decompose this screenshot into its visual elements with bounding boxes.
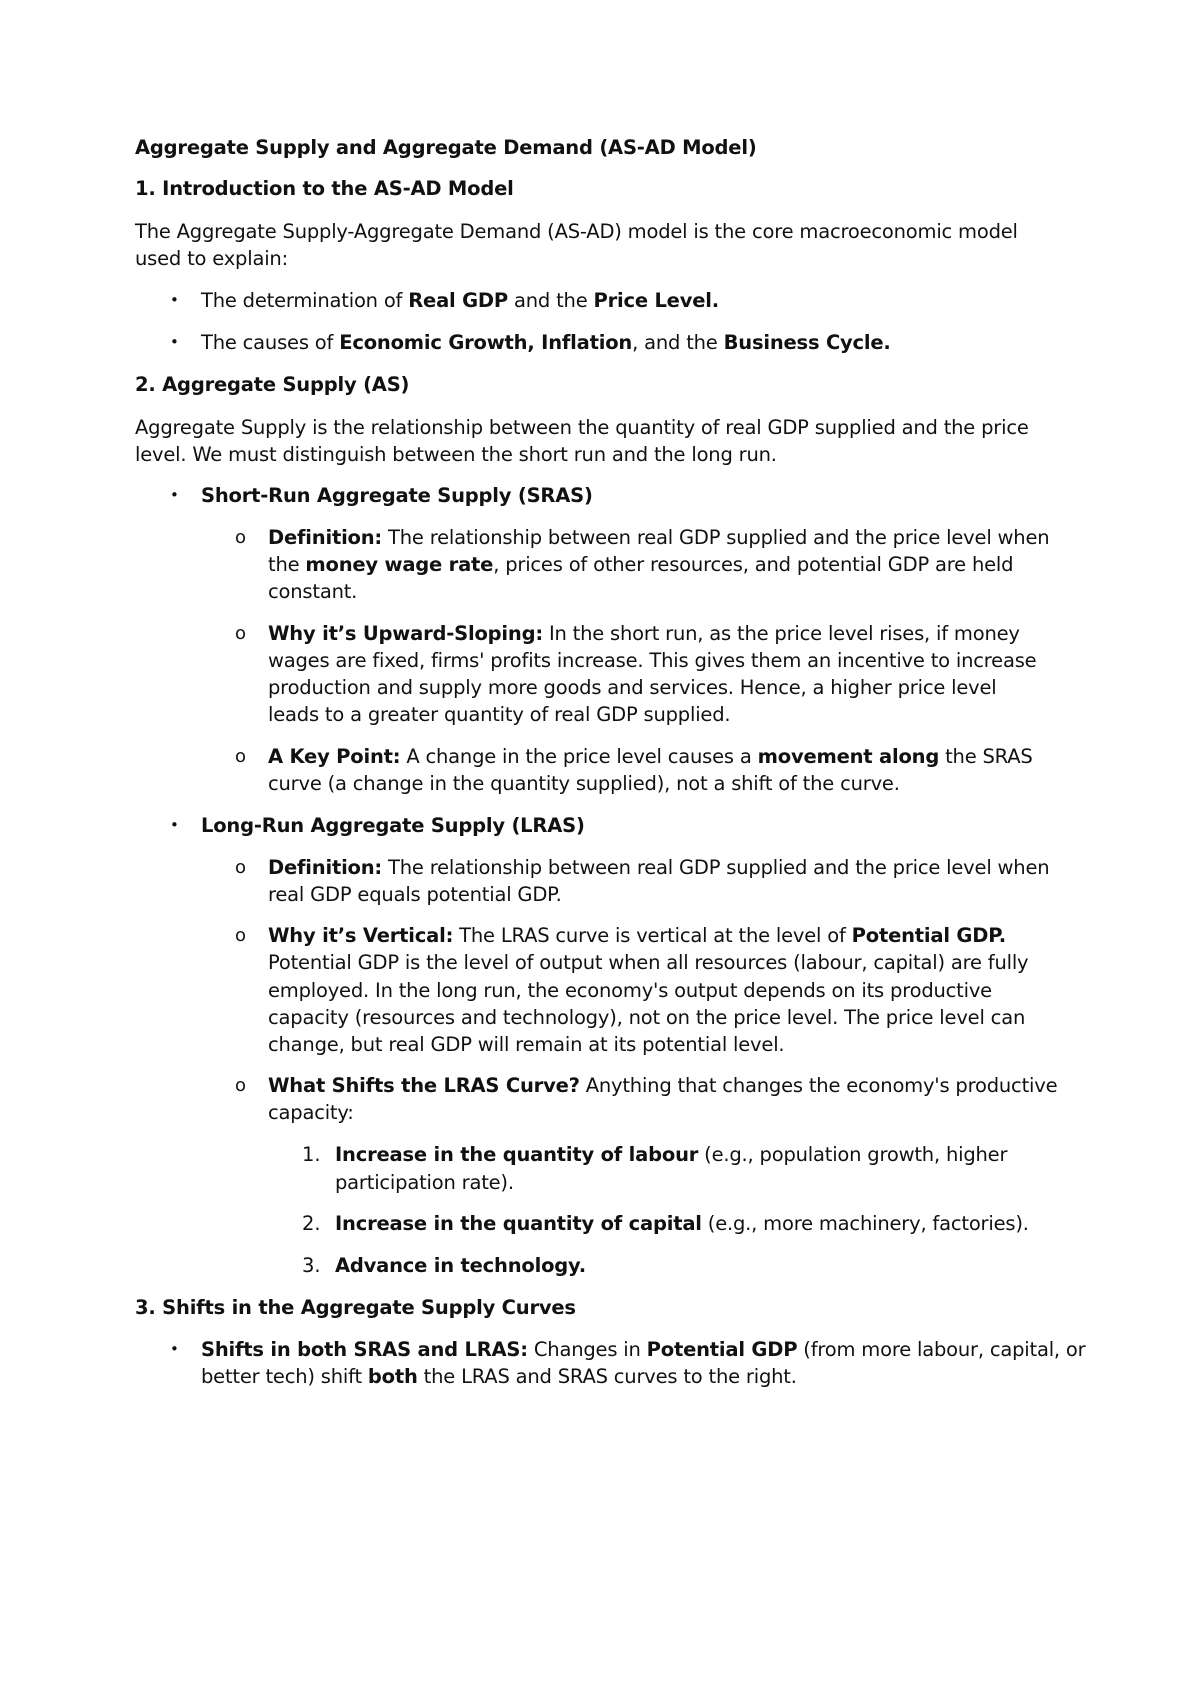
as-paragraph-line-2: level. We must distinguish between the short run and the long run. <box>135 443 777 466</box>
lras-why-line-5: change, but real GDP will remain at its potential level. <box>268 1033 785 1056</box>
circle-bullet-icon: o <box>235 746 247 767</box>
section-1-heading: 1. Introduction to the AS-AD Model <box>135 177 514 200</box>
list-item-technology: Advance in technology. <box>335 1254 586 1277</box>
lras-why-line-2: Potential GDP is the level of output when all resources (labour, capital) are fully <box>268 951 1029 974</box>
sras-why-line-1: Why it’s Upward-Sloping: In the short run, as the price level rises, if money <box>268 622 1020 645</box>
bullet-icon: • <box>170 333 179 351</box>
sras-why-line-2: wages are fixed, firms' profits increase. This gives them an incentive to increase <box>268 649 1037 672</box>
list-item-labour: Increase in the quantity of labour (e.g., population growth, higher <box>335 1143 1008 1166</box>
lras-shifts-line-1: What Shifts the LRAS Curve? Anything that changes the economy's productive <box>268 1074 1058 1097</box>
circle-bullet-icon: o <box>235 623 247 644</box>
sras-keypoint-line-1: A Key Point: A change in the price level causes a movement along the SRAS <box>268 745 1033 768</box>
circle-bullet-icon: o <box>235 857 247 878</box>
bullet-icon: • <box>170 1340 179 1358</box>
sras-heading: Short-Run Aggregate Supply (SRAS) <box>201 484 593 507</box>
lras-why-line-1: Why it’s Vertical: The LRAS curve is vertical at the level of Potential GDP. <box>268 924 1006 947</box>
section-3-heading: 3. Shifts in the Aggregate Supply Curves <box>135 1296 576 1319</box>
intro-paragraph-line-2: used to explain: <box>135 247 288 270</box>
sras-definition-line-3: constant. <box>268 580 358 603</box>
list-number: 1. <box>302 1143 321 1166</box>
bullet-icon: • <box>170 291 179 309</box>
list-number: 3. <box>302 1254 321 1277</box>
lras-heading: Long-Run Aggregate Supply (LRAS) <box>201 814 585 837</box>
lras-definition-line-1: Definition: The relationship between real GDP supplied and the price level when <box>268 856 1050 879</box>
sras-definition-line-1: Definition: The relationship between real GDP supplied and the price level when <box>268 526 1050 549</box>
circle-bullet-icon: o <box>235 527 247 548</box>
lras-why-line-4: capacity (resources and technology), not on the price level. The price level can <box>268 1006 1026 1029</box>
circle-bullet-icon: o <box>235 925 247 946</box>
lras-definition-line-2: real GDP equals potential GDP. <box>268 883 562 906</box>
bullet-causes: The causes of Economic Growth, Inflation, and the Business Cycle. <box>201 331 891 354</box>
sras-definition-line-2: the money wage rate, prices of other resources, and potential GDP are held <box>268 553 1014 576</box>
lras-why-line-3: employed. In the long run, the economy's output depends on its productive <box>268 979 992 1002</box>
circle-bullet-icon: o <box>235 1075 247 1096</box>
sras-why-line-4: leads to a greater quantity of real GDP supplied. <box>268 703 731 726</box>
sras-keypoint-line-2: curve (a change in the quantity supplied), not a shift of the curve. <box>268 772 900 795</box>
as-paragraph-line-1: Aggregate Supply is the relationship between the quantity of real GDP supplied and the price <box>135 416 1029 439</box>
list-item-labour-line-2: participation rate). <box>335 1171 514 1194</box>
shifts-both-line-1: Shifts in both SRAS and LRAS: Changes in Potential GDP (from more labour, capital, or <box>201 1338 1086 1361</box>
list-number: 2. <box>302 1212 321 1235</box>
document-title: Aggregate Supply and Aggregate Demand (AS-AD Model) <box>135 136 757 159</box>
bullet-determination: The determination of Real GDP and the Price Level. <box>201 289 719 312</box>
bullet-icon: • <box>170 486 179 504</box>
list-item-capital: Increase in the quantity of capital (e.g., more machinery, factories). <box>335 1212 1029 1235</box>
lras-shifts-line-2: capacity: <box>268 1101 354 1124</box>
shifts-both-line-2: better tech) shift both the LRAS and SRAS curves to the right. <box>201 1365 797 1388</box>
bullet-icon: • <box>170 816 179 834</box>
sras-why-line-3: production and supply more goods and services. Hence, a higher price level <box>268 676 997 699</box>
intro-paragraph-line-1: The Aggregate Supply-Aggregate Demand (AS-AD) model is the core macroeconomic model <box>135 220 1018 243</box>
section-2-heading: 2. Aggregate Supply (AS) <box>135 373 410 396</box>
